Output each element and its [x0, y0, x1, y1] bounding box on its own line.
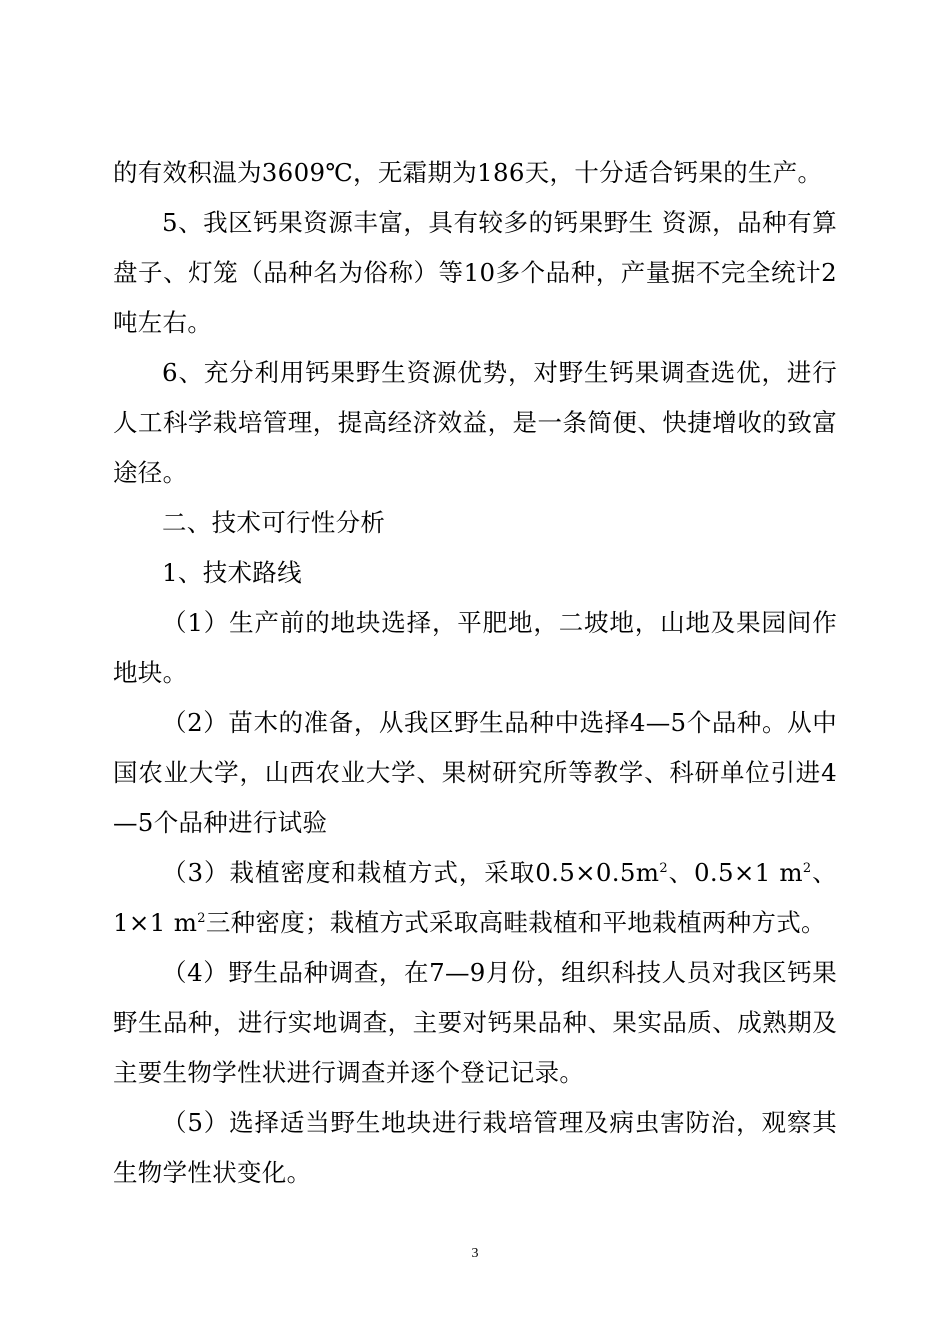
- page-number: 3: [471, 1246, 479, 1261]
- paragraph-step-2: （2）苗木的准备，从我区野生品种中选择4—5个品种。从中国农业大学，山西农业大学、果树研究所等教学、科研单位引进4—5个品种进行试验: [113, 708, 837, 837]
- paragraph-step-1: （1）生产前的地块选择，平肥地，二坡地，山地及果园间作地块。: [113, 608, 837, 687]
- paragraph-item-6: 6、充分利用钙果野生资源优势，对野生钙果调查选优，进行人工科学栽培管理，提高经济效益，是一条简便、快捷增收的致富途径。: [113, 358, 837, 487]
- superscript-2: 2: [802, 860, 812, 876]
- paragraph-step-4: （4）野生品种调查，在7—9月份，组织科技人员对我区钙果野生品种，进行实地调查，主要对钙果品种、果实品质、成熟期及主要生物学性状进行调查并逐个登记记录。: [113, 958, 837, 1087]
- section-heading-technical-feasibility: 二、技术可行性分析: [162, 508, 386, 537]
- paragraph-item-5: 5、我区钙果资源丰富，具有较多的钙果野生 资源，品种有算盘子、灯笼（品种名为俗称）等10多个品种，产量据不完全统计2吨左右。: [113, 208, 837, 337]
- superscript-2: 2: [197, 910, 206, 926]
- paragraph-step-5: （5）选择适当野生地块进行栽培管理及病虫害防治，观察其生物学性状变化。: [113, 1108, 837, 1187]
- paragraph-step-3: [113, 848, 837, 948]
- superscript-2: 2: [659, 860, 668, 876]
- paragraph-climate: 的有效积温为3609℃，无霜期为186天，十分适合钙果的生产。: [113, 158, 823, 187]
- density-text-prefix: （3）栽植密度和栽植方式，采取0.5×0.5m: [162, 858, 660, 887]
- density-text-mid-2: 、1×1 m: [113, 858, 837, 937]
- density-text-suffix: 三种密度；栽植方式采取高畦栽植和平地栽植两种方式。: [205, 908, 826, 937]
- density-text-mid-1: 、0.5×1 m: [667, 858, 803, 887]
- subheading-technical-route: 1、技术路线: [162, 558, 302, 587]
